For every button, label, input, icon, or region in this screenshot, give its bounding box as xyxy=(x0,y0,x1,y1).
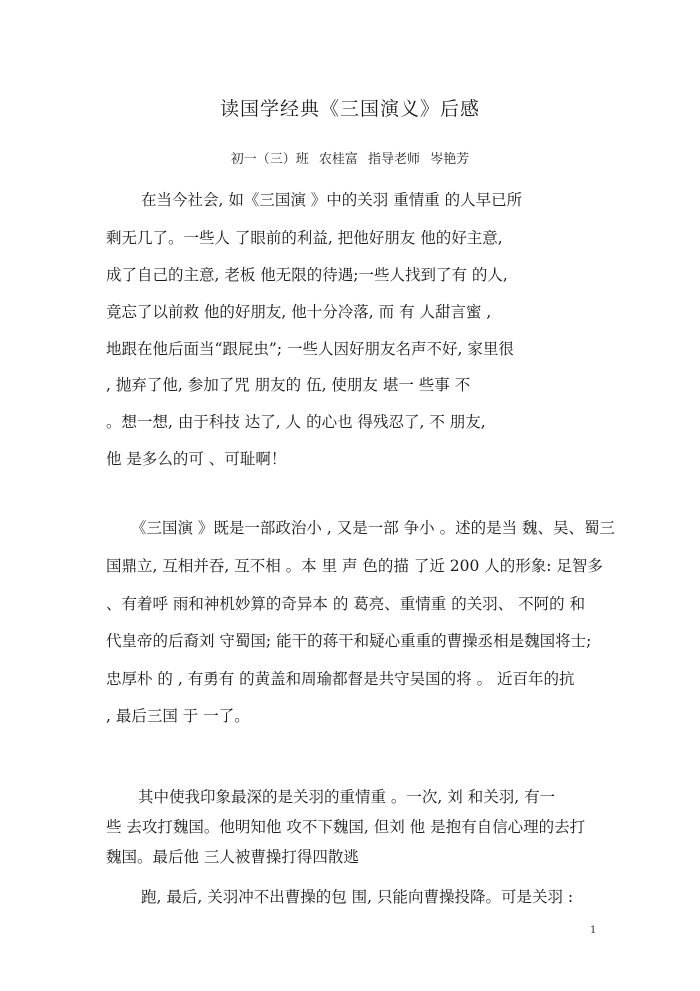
paragraph-1-line-8: 他 是多么的可 、可耻啊！ xyxy=(106,450,287,468)
paragraph-1-line-5: 地跟在他后面当“跟屁虫”; 一些人因好朋友名声不好, 家里很 xyxy=(106,340,514,358)
paragraph-2-line-3: 、有着呼 雨和神机妙算的奇异本 的 葛亮、重情重 的关羽、 不阿的 和 xyxy=(106,595,586,613)
paragraph-1-line-4: 竟忘了以前救 他的好朋友, 他十分冷落, 而 有 人甜言蜜 , xyxy=(106,303,492,321)
paragraph-1-line-7: 。想一想, 由于科技 达了, 人 的心也 得残忍了, 不 朋友, xyxy=(106,413,486,431)
document-byline: 初一（三）班 农桂富 指导老师 岑艳芳 xyxy=(230,152,470,167)
paragraph-2-line-2: 国鼎立, 互相并吞, 互不相 。本 里 声 色的描 了近 200 人的形象: 足智多 xyxy=(106,557,603,575)
document-title: 读国学经典《三国演义》后感 xyxy=(219,98,480,120)
paragraph-2-line-1: 《三国演 》既是一部政治小 , 又是一部 争小 。述的是当 魏、吴、蜀三 xyxy=(131,519,615,537)
paragraph-2-line-5: 忠厚朴 的 , 有勇有 的黄盖和周瑜都督是共守吴国的将 。 近百年的抗 xyxy=(106,670,575,688)
paragraph-3-line-1: 其中使我印象最深的是关羽的重情重 。一次, 刘 和关羽, 有一 xyxy=(138,788,556,806)
paragraph-2-line-4: 代皇帝的后裔刘 守蜀国; 能干的蒋干和疑心重重的曹操丞相是魏国将士; xyxy=(106,632,592,650)
paragraph-1-line-2: 剩无几了。一些人 了眼前的利益, 把他好朋友 他的好主意, xyxy=(106,229,503,247)
paragraph-4-line-1: 跑, 最后, 关羽冲不出曹操的包 围, 只能向曹操投降。可是关羽 : xyxy=(141,888,574,906)
paragraph-3-line-2: 些 去攻打魏国。他明知他 攻不下魏国, 但刘 他 是抱有自信心理的去打 xyxy=(106,818,586,836)
paragraph-1-line-6: , 抛弃了他, 参加了咒 朋友的 伍, 使朋友 堪一 些事 不 xyxy=(106,376,471,394)
paragraph-2-line-6: , 最后三国 于 一了。 xyxy=(106,707,250,725)
paragraph-3-line-3: 魏国。最后他 三人被曹操打得四散逃 xyxy=(106,848,359,866)
paragraph-1-line-3: 成了自己的主意, 老板 他无限的待遇;一些人找到了有 的人, xyxy=(106,266,508,284)
paragraph-1-line-1: 在当今社会, 如《三国演 》中的关羽 重情重 的人早已所 xyxy=(141,191,523,209)
page-number: 1 xyxy=(590,925,597,936)
